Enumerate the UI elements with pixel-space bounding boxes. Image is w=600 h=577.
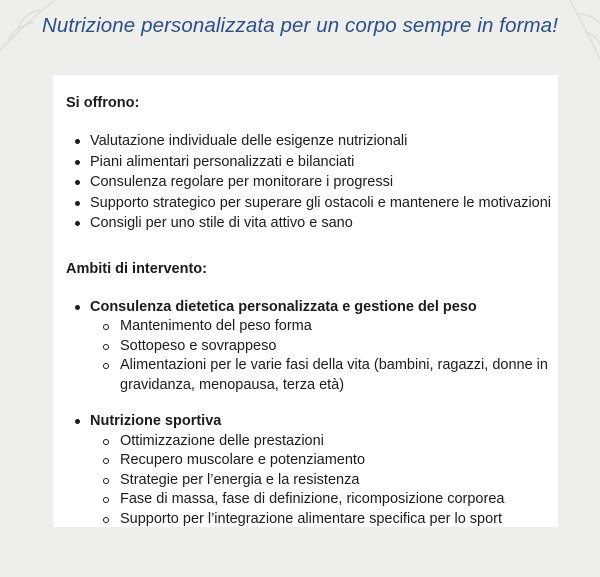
area-sub-item: Recupero muscolare e potenziamento [90,451,552,471]
leaf-decoration [0,0,600,80]
area-group-sport [66,411,552,529]
area-group-item [66,297,552,396]
area-sub-item: Mantenimento del peso forma [90,317,552,337]
area-sub-list [90,317,552,395]
offering-item: Consulenza regolare per monitorare i progressi [66,172,552,193]
area-group-weight [66,297,552,396]
offering-item: Piani alimentari personalizzati e bilanciati [66,152,552,173]
offering-item: Valutazione individuale delle esigenze nutrizionali [66,131,552,152]
area-sub-list [90,432,552,530]
area-sub-item: Sottopeso e sovrappeso [90,337,552,357]
offerings-heading: Si offrono: [66,95,140,111]
offering-item: Supporto strategico per superare gli ostacoli e mantenere le motivazioni [66,193,552,214]
content-card [53,75,558,527]
area-group-title: Nutrizione sportiva [90,413,222,429]
area-sub-item: Strategie per l’energia e la resistenza [90,471,552,491]
area-sub-item: Ottimizzazione delle prestazioni [90,432,552,452]
area-group-item [66,411,552,529]
offerings-list [66,131,552,234]
area-group-title: Consulenza dietetica personalizzata e gestione del peso [90,298,477,315]
page-title: Nutrizione personalizzata per un corpo sempre in forma! [42,14,558,37]
area-sub-item: Fase di massa, fase di definizione, ricomposizione corporea [90,490,552,510]
offering-item: Consigli per uno stile di vita attivo e sano [66,213,552,234]
area-sub-item: Supporto per l’integrazione alimentare specifica per lo sport [90,510,552,530]
area-sub-item: Alimentazioni per le varie fasi della vita (bambini, ragazzi, donne in gravidanza, menopausa, terza età) [90,356,552,395]
areas-heading: Ambiti di intervento: [66,260,207,277]
